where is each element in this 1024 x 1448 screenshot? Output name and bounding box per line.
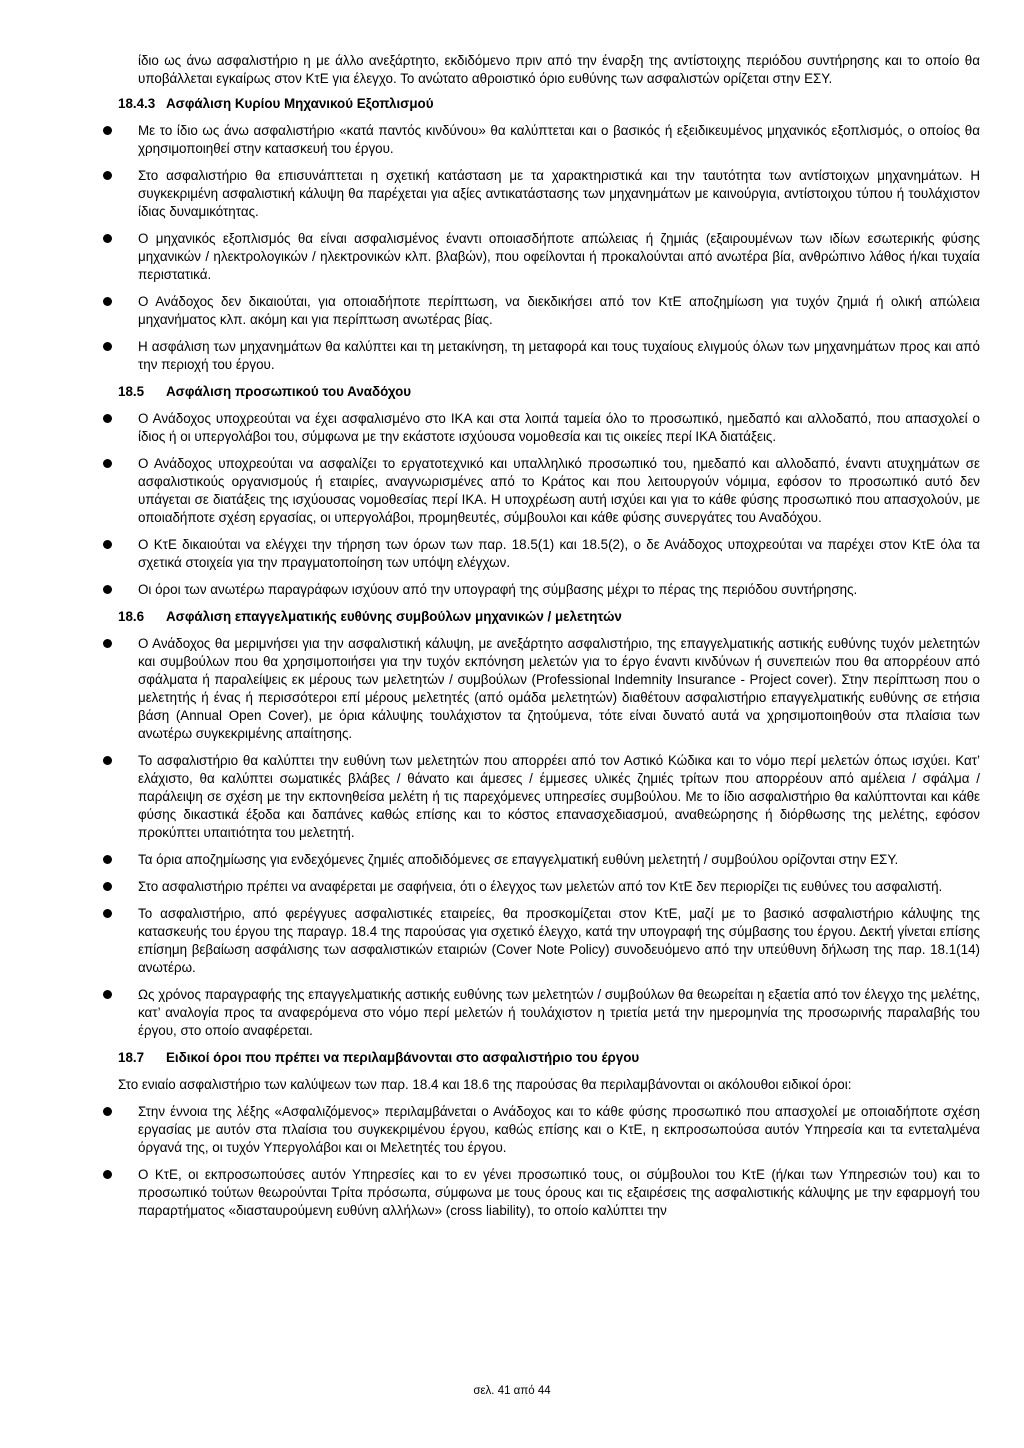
list-item — [118, 122, 980, 158]
list-item — [118, 1166, 980, 1220]
list-item-text: Η ασφάλιση των μηχανημάτων θα καλύπτει και τη μετακίνηση, τη μεταφορά και τους τυχαίους ελιγμούς όλων των μηχανημάτων προς και από την περιοχή του έργου. — [138, 339, 980, 372]
page-number: σελ. 41 από 44 — [473, 1385, 551, 1397]
list-item — [118, 410, 980, 446]
list-item-text: Ως χρόνος παραγραφής της επαγγελματικής αστικής ευθύνης των μελετητών / συμβούλων θα θεωρείται η εξαετία από τον έλεγχο της μελέτης, κατ’ αναλογία προς τα αναφερόμενα στο νόμο περί μελετών ή τουλάχιστον η τριετία μετά την ημερομηνία της προσωρινής παραλαβής του έργου, στο οποίο αναφέρεται. — [138, 987, 980, 1038]
list-item-text: Στο ασφαλιστήριο θα επισυνάπτεται η σχετική κατάσταση με τα χαρακτηριστικά και την ταυτότητα των αντίστοιχων μηχανημάτων. Η συγκεκριμένη ασφαλιστική κάλυψη θα παρέχεται για αξίες αντικατάστασης των μηχανημάτων με καινούργια, αντίστοιχου τύπου ή τουλάχιστον ίδιας δυναμικότητας. — [138, 168, 980, 219]
section-heading-18-5 — [118, 383, 980, 401]
bullet-icon — [103, 171, 112, 180]
section-number: 18.6 — [118, 609, 145, 624]
bullet-icon — [103, 126, 112, 135]
list-item-text: Με το ίδιο ως άνω ασφαλιστήριο «κατά παντός κινδύνου» θα καλύπτεται και ο βασικός ή εξειδικευμένος μηχανικός εξοπλισμός, ο οποίος θα χρησιμοποιηθεί στην κατασκευή του έργου. — [138, 123, 980, 156]
list-item-text: Το ασφαλιστήριο θα καλύπτει την ευθύνη των μελετητών που απορρέει από τον Αστικό Κώδικα και το νόμο περί μελετών όπως ισχύει. Κατ’ ελάχιστο, θα καλύπτει σωματικές βλάβες / θάνατο και άμεσες / έμμεσες υλικές ζημιές τρίτων που απορρέουν από αμέλεια / σφάλμα / παράλειψη σε σχέση με την εκπονηθείσα μελέτη ή τις παρεχόμενες υπηρεσίες συμβούλου. Με το ίδιο ασφαλιστήριο θα καλύπτονται και κάθε φύσης δικαστικά έξοδα και δαπάνες καθώς επίσης και το κόστος επανασχεδιασμού, αναθεώρησης ή διόρθωσης της μελέτης, εφόσον προκύπτει υπαιτιότητα του μελετητή. — [138, 753, 980, 840]
bullet-icon — [103, 855, 112, 864]
document-body — [118, 52, 980, 1229]
bullet-icon — [103, 909, 112, 918]
bullet-icon — [103, 414, 112, 423]
bullet-icon — [103, 297, 112, 306]
bullet-icon — [103, 882, 112, 891]
list-item — [118, 878, 980, 896]
list-item — [118, 851, 980, 869]
section-heading-18-4-3 — [118, 95, 980, 113]
list-item-text: Τα όρια αποζημίωσης για ενδεχόμενες ζημιές αποδιδόμενες σε επαγγελματική ευθύνη μελετητή / συμβούλου ορίζονται στην ΕΣΥ. — [138, 852, 899, 867]
list-item-text: Οι όροι των ανωτέρω παραγράφων ισχύουν από την υπογραφή της σύμβασης μέχρι το πέρας της περιόδου συντήρησης. — [138, 582, 858, 597]
bullet-icon — [103, 585, 112, 594]
bullet-icon — [103, 990, 112, 999]
section-heading-18-6 — [118, 608, 980, 626]
list-item — [118, 455, 980, 527]
list-item-text: Ο ΚτΕ δικαιούται να ελέγχει την τήρηση των όρων των παρ. 18.5(1) και 18.5(2), ο δε Ανάδοχος υποχρεούται να παρέχει στον ΚτΕ όλα τα σχετικά στοιχεία για την πραγματοποίηση των υπόψη ελέγχων. — [138, 537, 980, 570]
bullet-icon — [103, 540, 112, 549]
list-item-text: Ο Ανάδοχος δεν δικαιούται, για οποιαδήποτε περίπτωση, να διεκδικήσει από τον ΚτΕ αποζημίωση για τυχόν ζημιά ή ολική απώλεια μηχανήματος κλπ. ακόμη και για περίπτωση ανωτέρας βίας. — [138, 294, 980, 327]
bullet-icon — [103, 1107, 112, 1116]
list-item — [118, 1103, 980, 1157]
list-item-text: Το ασφαλιστήριο, από φερέγγυες ασφαλιστικές εταιρείες, θα προσκομίζεται στον ΚτΕ, μαζί με το βασικό ασφαλιστήριο κάλυψης της κατασκευής του έργου της παραγρ. 18.4 της παρούσας για σχετικό έλεγχο, κατά την υπογραφή της σύμβασης του έργου. Δεκτή γίνεται επίσης επίσημη βεβαίωση ασφάλισης των ασφαλιστικών εταιριών (Cover Note Policy) συνοδευόμενο από την υπεύθυνη δήλωση της παρ. 18.1(14) ανωτέρω. — [138, 906, 980, 975]
section-heading-18-7 — [118, 1049, 980, 1067]
list-item-text: Στο ασφαλιστήριο πρέπει να αναφέρεται με σαφήνεια, ότι ο έλεγχος των μελετών από τον ΚτΕ δεν περιορίζει τις ευθύνες του ασφαλιστή. — [138, 879, 943, 894]
section-paragraph: Στο ενιαίο ασφαλιστήριο των καλύψεων των παρ. 18.4 και 18.6 της παρούσας θα περιλαμβάνονται οι ακόλουθοι ειδικοί όροι: — [118, 1077, 852, 1092]
section-number: 18.5 — [118, 384, 145, 399]
list-item — [118, 293, 980, 329]
bullet-icon — [103, 756, 112, 765]
list-item-text: Ο μηχανικός εξοπλισμός θα είναι ασφαλισμένος έναντι οποιασδήποτε απώλειας ή ζημιάς (εξαιρουμένων των ιδίων εσωτερικής φύσης μηχανικών / ηλεκτρολογικών / ηλεκτρονικών κλπ. βλαβών), που οφείλονται ή προκαλούνται από ανωτέρα βία, ανθρώπινο λάθος ή/και τυχαία περιστατικά. — [138, 231, 980, 282]
list-item-text: Ο Ανάδοχος θα μεριμνήσει για την ασφαλιστική κάλυψη, με ανεξάρτητο ασφαλιστήριο, της επαγγελματικής αστικής ευθύνης τυχόν μελετητών και συμβούλων που θα χρησιμοποιήσει για την τυχόν εκπόνηση μελετών για το έργο έναντι κινδύνων ή συνεπειών που θα απορρέουν από σφάλματα ή παραλείψεις εκ μέρους των μελετητών / συμβούλων (Professional Indemnity Insurance - Project cover). Στην περίπτωση που ο μελετητής ή ένας ή περισσότεροι επί μέρους μελετητές (από ομάδα μελετητών) διαθέτουν ασφαλιστήριο επαγγελματικής ευθύνης σε ετήσια βάση (Annual Open Cover), με όρια κάλυψης τουλάχιστον τα ζητούμενα, τότε είναι δυνατό αυτά να χρησιμοποιηθούν στα πλαίσια των ανωτέρω συγκεκριμένης απαίτησης. — [138, 636, 980, 741]
list-item-text: Στην έννοια της λέξης «Ασφαλιζόμενος» περιλαμβάνεται ο Ανάδοχος και το κάθε φύσης προσωπικό που απασχολεί με οποιαδήποτε σχέση εργασίας με αυτόν στα πλαίσια του συγκεκριμένου έργου, καθώς επίσης και ο ΚτΕ, η εκπροσωπούσα αυτόν Υπηρεσία και τα εντεταλμένα όργανά της, οι τυχόν Υπεργολάβοι και οι Μελετητές του έργου. — [138, 1104, 980, 1155]
section-number: 18.7 — [118, 1050, 145, 1065]
list-item-text: Ο ΚτΕ, οι εκπροσωπούσες αυτόν Υπηρεσίες και το εν γένει προσωπικό τους, οι σύμβουλοι του ΚτΕ (ή/και των Υπηρεσιών του) και το προσωπικό τούτων θεωρούνται Τρίτα πρόσωπα, σύμφωνα με τους όρους και τις εξαιρέσεις της ασφαλιστικής κάλυψης με την εφαρμογή του παραρτήματος «διασταυρούμενη ευθύνη αλλήλων» (cross liability), το οποίο καλύπτει την — [138, 1167, 980, 1218]
section-number: 18.4.3 — [118, 96, 156, 111]
list-item — [118, 536, 980, 572]
list-item — [118, 986, 980, 1040]
list-item — [118, 635, 980, 743]
bullet-icon — [103, 459, 112, 468]
list-item-text: Ο Ανάδοχος υποχρεούται να ασφαλίζει το εργατοτεχνικό και υπαλληλικό προσωπικό του, ημεδαπό και αλλοδαπό, έναντι ατυχημάτων σε ασφαλιστικούς οργανισμούς ή εταιρίες, αναγνωρισμένες από το Κράτος και που λειτουργούν νόμιμα, εφόσον το προσωπικό αυτό δεν υπάγεται σε διατάξεις της ισχύουσας νομοθεσίας περί ΙΚΑ. Η υποχρέωση αυτή ισχύει και για το κάθε φύσης προσωπικό που απασχολούν, με οποιαδήποτε σχέση εργασίας, οι υπεργολάβοι, προμηθευτές, σύμβουλοι και κάθε φύσης συνεργάτες του Αναδόχου. — [138, 456, 980, 525]
list-item — [118, 752, 980, 842]
bullet-icon — [103, 1170, 112, 1179]
list-item — [118, 581, 980, 599]
list-item-text: Ο Ανάδοχος υποχρεούται να έχει ασφαλισμένο στο ΙΚΑ και στα λοιπά ταμεία όλο το προσωπικό, ημεδαπό και αλλοδαπό, που απασχολεί ο ίδιος ή οι υπεργολάβοι του, σύμφωνα με την εκάστοτε ισχύουσα νομοθεσία και τις οικείες περί ΙΚΑ διατάξεις. — [138, 411, 980, 444]
bullet-icon — [103, 234, 112, 243]
list-item — [118, 905, 980, 977]
list-item — [118, 230, 980, 284]
section-title: Ασφάλιση επαγγελματικής ευθύνης συμβούλων μηχανικών / μελετητών — [166, 609, 622, 624]
list-item — [118, 167, 980, 221]
section-title: Ειδικοί όροι που πρέπει να περιλαμβάνονται στο ασφαλιστήριο του έργου — [166, 1050, 640, 1065]
bullet-icon — [103, 639, 112, 648]
section-title: Ασφάλιση προσωπικού του Αναδόχου — [166, 384, 412, 399]
bullet-icon — [103, 342, 112, 351]
section-title: Ασφάλιση Κυρίου Μηχανικού Εξοπλισμού — [166, 96, 434, 111]
intro-paragraph: ίδιο ως άνω ασφαλιστήριο η με άλλο ανεξάρτητο, εκδιδόμενο πριν από την έναρξη της αντίστοιχης περιόδου συντήρησης και το οποίο θα υποβάλλεται εγκαίρως στον ΚτΕ για έλεγχο. Το ανώτατο αθροιστικό όριο ευθύνης των ασφαλιστών ορίζεται στην ΕΣΥ. — [138, 53, 980, 86]
list-item — [118, 338, 980, 374]
